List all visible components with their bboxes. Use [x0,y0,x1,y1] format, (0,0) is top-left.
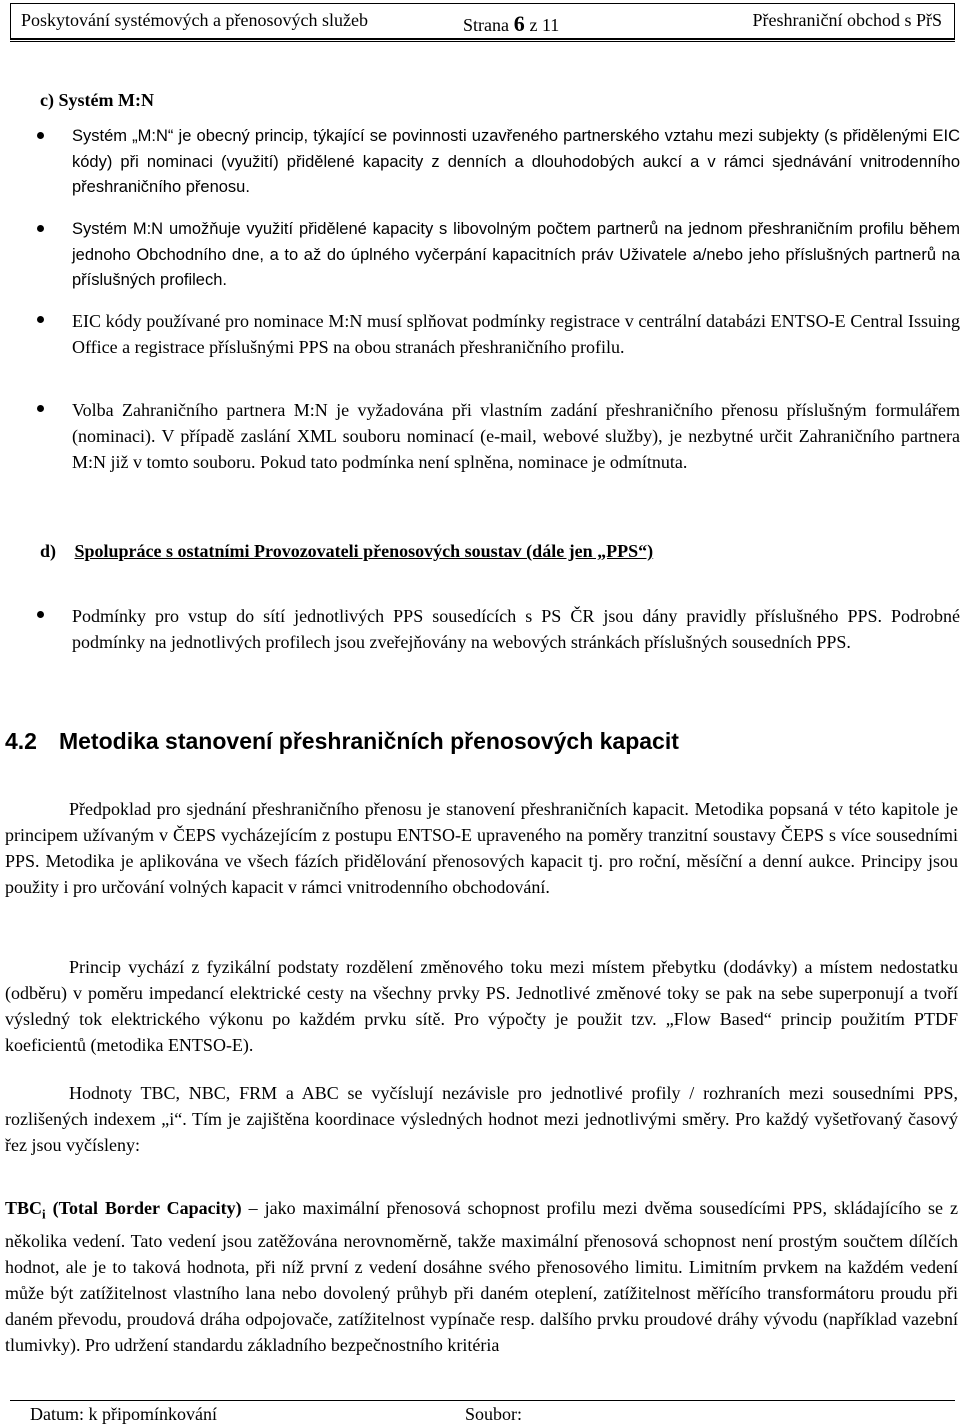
section-number: 4.2 [5,728,37,754]
bullet-icon [37,611,44,618]
tbc-paragraph [5,1195,958,1358]
section-4-2-heading [5,728,679,755]
header-section-title: Přeshraniční obchod s PřS [752,10,942,30]
paragraph [5,1080,958,1158]
paragraph [5,796,958,900]
tbc-name: (Total Border Capacity) [52,1198,242,1218]
page-header [10,3,955,39]
bullet-icon [37,316,44,323]
section-d-heading: Spolupráce s ostatními Provozovateli přenosových soustav (dále jen „PPS“) [74,541,654,561]
paragraph-text: Předpoklad pro sjednání přeshraničního přenosu je stanovení přeshraničních kapacit. Metodika popsaná v této kapitole je principem užívaným v ČEPS vycházejícím z postupu ENTSO-E upraveného na poměry tranzitní soustavy ČEPS s více sousedními PPS. Metodika je aplikována ve všech fázích přidělování přenosových kapacit tj. pro roční, měsíční a denní aukce. Principy jsou použity i pro určování volných kapacit v rámci vnitrodenního obchodování. [5,799,958,897]
section-title: Metodika stanovení přeshraničních přenosových kapacit [58,728,679,754]
section-d-label: d) [40,541,57,561]
bullet-text: Podmínky pro vstup do sítí jednotlivých PPS sousedících s PS ČR jsou dány pravidly příslušného PPS. Podrobné podmínky na jednotlivých profilech jsou zveřejňovány na webových stránkách příslušných sousedních PPS. [72,606,960,652]
footer-date: Datum: k připomínkování [30,1404,217,1424]
header-divider [10,39,955,42]
footer-divider [10,1400,955,1401]
tbc-term: TBC [5,1198,43,1218]
tbc-subscript: i [42,1206,46,1222]
tbc-description: – jako maximální přenosová schopnost profilu mezi dvěma sousedícími PPS, skládajícího se z několika vedení. Tato vedení jsou zatěžována nerovnoměrně, takže maximální přenosová schopnost není prostým součtem dílčích hodnot, ale je to taková hodnota, při níž první z vedení dosáhne svého přenosového limitu. Limitním prvkem na každém vedení může být zatížitelnost vlastního lana nebo dovolený průhyb při daném oteplení, zatížitelnost měřícího transformátoru proudu při daném převodu, proudová dráha odpojovače, zatížitelnost vypínače resp. dalšího prvku proudové dráhy vývodu (například vazební tlumivky). Pro udržení standardu základního bezpečnostního kritéria [5,1198,959,1355]
paragraph-text: Princip vychází z fyzikální podstaty rozdělení změnového toku mezi místem přebytku (dodávky) a místem nedostatku (odběru) v poměru impedancí elektrické cesty na všechny prvky PS. Jednotlivé změnové toky se pak na sebe superponují a tvoří výsledný tok elektrického výkonu po každém prvku sítě. Pro výpočty je použit tzv. „Flow Based“ princip použitím PTDF koeficientů (metodika ENTSO-E). [5,957,958,1055]
bullet-text: Systém M:N umožňuje využití přidělené kapacity s libovolným počtem partnerů na jednom přeshraničním profilu během jednoho Obchodního dne, a to až do úplného vyčerpání kapacitních práv Uživatele a/nebo jeho příslušných partnerů na příslušných profilech. [72,220,960,289]
bullet-text: EIC kódy používané pro nominace M:N musí splňovat podmínky registrace v centrální databázi ENTSO-E Central Issuing Office a registrace příslušnými PPS na obou stranách přeshraničního profilu. [72,311,960,357]
bullet-icon [37,132,44,139]
bullet-icon [37,225,44,232]
footer-file: Soubor: [465,1404,523,1424]
header-document-title: Poskytování systémových a přenosových služeb [21,10,368,30]
paragraph [5,954,958,1058]
bullet-text: Systém „M:N“ je obecný princip, týkající se povinnosti uzavřeného partnerského vztahu mezi subjekty (s přidělenými EIC kódy) při nominaci (využití) přidělené kapacity z denních a dlouhodobých aukcí a v rámci sjednávání vnitrodenního přeshraničního přenosu. [72,127,960,196]
section-d-title [40,541,653,562]
paragraph-text: Hodnoty TBC, NBC, FRM a ABC se vyčíslují nezávisle pro jednotlivé profily / rozhraních mezi sousedními PPS, rozlišených indexem „i“. Tím je zajištěna koordinace výsledných hodnot mezi jednotlivými směry. Pro každý vyšetřovaný časový řez jsou vyčísleny: [5,1083,958,1155]
bullet-icon [37,405,44,412]
section-c-title: c) Systém M:N [40,90,154,110]
header-page-indicator: Strana 6 z 11 [463,11,560,36]
bullet-text: Volba Zahraničního partnera M:N je vyžadována při vlastním zadání přeshraničního přenosu příslušným formulářem (nominaci). V případě zaslání XML souboru nominací (e-mail, webové služby), je nezbytné určit Zahraničního partnera M:N již v tomto souboru. Pokud tato podmínka není splněna, nominace je odmítnuta. [72,400,960,472]
